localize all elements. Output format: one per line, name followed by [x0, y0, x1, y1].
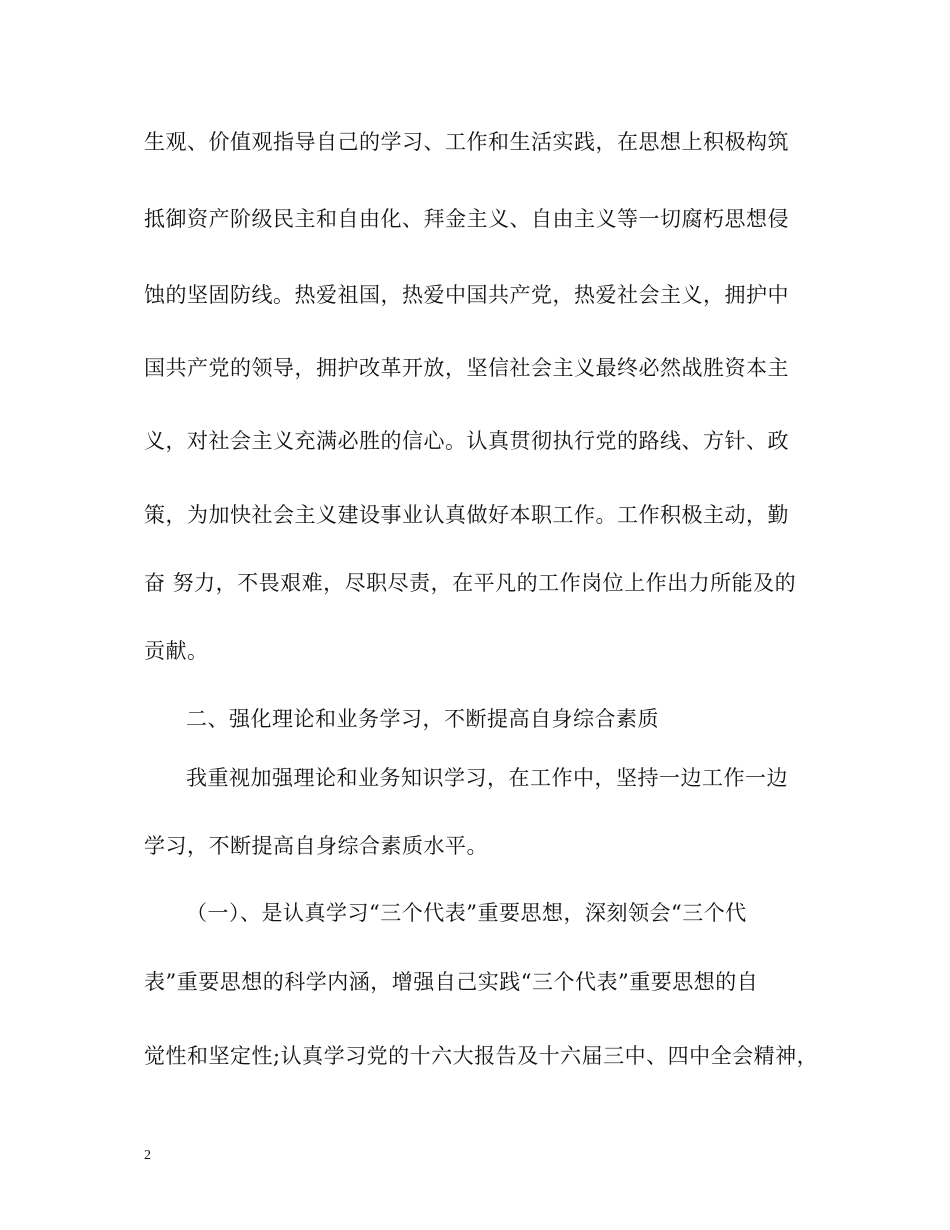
body-text-line: 义，对社会主义充满必胜的信心。认真贯彻执行党的路线、方针、政	[144, 429, 789, 453]
body-text-line: 奋 努力，不畏艰难，尽职尽责，在平凡的工作岗位上作出力所能及的	[144, 571, 797, 595]
body-text-line: 贡献。	[144, 639, 209, 663]
body-text-line: 觉性和坚定性;认真学习党的十六大报告及十六届三中、四中全会精神，	[144, 1044, 819, 1068]
body-text-line: 生观、价值观指导自己的学习、工作和生活实践，在思想上积极构筑	[144, 130, 789, 154]
paragraph-first-line: 我重视加强理论和业务知识学习，在工作中，坚持一边工作一边	[186, 766, 788, 790]
body-text-line: 蚀的坚固防线。热爱祖国，热爱中国共产党，热爱社会主义，拥护中	[144, 283, 789, 307]
section-heading: 二、强化理论和业务学习，不断提高自身综合素质	[186, 707, 659, 731]
body-text-line: 抵御资产阶级民主和自由化、拜金主义、自由主义等一切腐朽思想侵	[144, 207, 789, 231]
body-text-line: 国共产党的领导，拥护改革开放，坚信社会主义最终必然战胜资本主	[144, 356, 789, 380]
body-text-line: 表”重要思想的科学内涵，增强自己实践“三个代表”重要思想的自	[144, 970, 759, 994]
paragraph-first-line: （一）、是认真学习“三个代表”重要思想，深刻领会“三个代	[186, 901, 747, 925]
body-text-line: 学习，不断提高自身综合素质水平。	[144, 834, 488, 858]
page-number: 2	[144, 1148, 151, 1163]
body-text-line: 策，为加快社会主义建设事业认真做好本职工作。工作积极主动，勤	[144, 503, 789, 527]
